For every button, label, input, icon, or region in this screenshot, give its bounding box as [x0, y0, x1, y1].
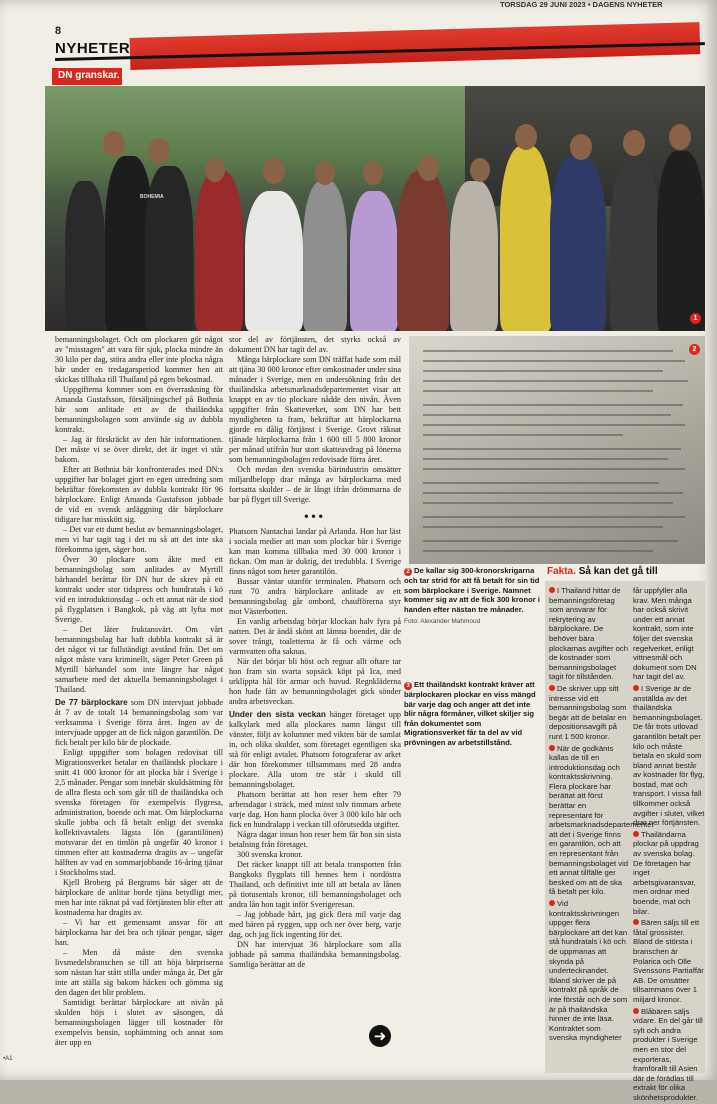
continue-arrow-icon: ➜: [369, 1025, 391, 1047]
kicker-tag: DN granskar.: [52, 68, 122, 85]
fact-item: Bären säljs till ett fåtal grossister. Bland de största i branschen är Polarica och Olle Svenssons Partiaffär AB. De omsätter tillsammans över 1 miljard kronor.: [633, 918, 704, 1004]
fact-box-title: Fakta. Så kan det gå till: [547, 566, 658, 577]
caption-3: [404, 680, 542, 748]
bullet-icon: [633, 919, 639, 925]
page-footer: •A1: [3, 1056, 13, 1062]
fact-item: Thailändarna plockar på uppdrag av svenska bolag. De företagen har inget arbetsgivaransvar, men ordnar med boende, mat och bilar.: [633, 829, 699, 916]
page-number: 8: [55, 25, 62, 37]
caption-text: Ett thailändskt kontrakt kräver att bärplockaren plockar en viss mängd bär varje dag och anger att det inte blir några förmåner, vilket skiljer sig från dokumentet som Migrationsverket får ta del av vid prövningen av arbetstillstånd.: [404, 680, 536, 747]
fact-item: Vid kontraktsskrivningen uppger flera bärplockare att det kan stå hundratals i kö och de uppmanas att skynda på undertecknandet. Ibland skriver de på kontrakt på språk de inte förstår och de som är på thailändska hinner de inte läsa. Kontraktet som svenska myndigheter: [549, 899, 628, 1043]
paragraph: 300 svenska kronor.: [237, 850, 303, 859]
paragraph: En vanlig arbetsdag börjar klockan halv fyra på natten. Det är ändå skönt att lämna boendet, där de sover trångt, toaletterna är få och värme och varmvatten ofta saknas.: [229, 617, 401, 656]
subheading: De 77 bärplockare: [55, 698, 128, 707]
paragraph: – Det var ett dumt beslut av bemanningsbolaget, men vi har tagit tag i det nu så att det inte ska förekomma igen, säger hon.: [55, 525, 223, 554]
bullet-icon: [549, 587, 555, 593]
shirt-text: BOHEMIA: [140, 194, 164, 200]
bullet-icon: [549, 900, 555, 906]
fact-item: I Sverige är de anställda av det thailändska bemanningsbolaget. De får trots utlovad garantilön betalt per kilo och måste betala en skuld som bland annat består av kostnader för flyg, bostad, mat och transport. I vissa fall tillkommer också avgifter i slutet, vilket drar ner förtjänsten.: [633, 683, 705, 828]
paragraph: Det räcker knappt till att betala transporten från Bangkoks flygplats till hennes hem i nordöstra Thailand, och definitivt inte till att betala av lånen på tiotusentals kronor, till bemanningsbolaget och andra lån hon tagit inför Sverigeresan.: [229, 860, 401, 909]
doc-badge: 2: [689, 344, 700, 355]
paragraph: – Vi har ett gemensamt ansvar för att bärplockarna har det bra och tjänar pengar, säger han.: [55, 918, 223, 947]
paragraph: Enligt uppgifter som bolagen redovisat till Migrationsverket betalar en thailändsk plockare i snitt 41 000 kronor för att plocka bär i Sverige i 2,5 månader. Pengar som innebär skuldsättning för de allra flesta och som går till de thailändska och svenska företagen för exempelvis flygresa, administration, boende och mat. Om bärplockarna skulle jobba och få betalt enligt det svenska kollektivavtalets lägsta lön (garantilönen) motsvarar det en timlön på ungefär 40 kronor i timmen efter att kostnaderna dragits av – ungefär hälften av vad en sommarjobbande 16-åring tjänar i Stockholms stad.: [55, 748, 223, 877]
subheading: Under den sista veckan: [229, 710, 326, 719]
bullet-icon: [549, 685, 555, 691]
paragraph: Phatsorn Nantachai landar på Arlanda. Hon har läst i sociala medier att man som plockar bär i Sverige kan man komma tillbaka med 30 000 kronor i fickan. Om man är duktig, det tredubbla. I Sverige finns något som heter garantilön.: [229, 527, 401, 576]
paragraph: Bussar väntar utanför terminalen. Phatsorn och runt 70 andra bärplockare anlitade av ett bemanningsbolag går ombord, chaufförerna styr mot Västerbotten.: [229, 577, 401, 616]
fact-column-a: [549, 586, 654, 1045]
paragraph: hänger företaget upp kalkylark med alla plockares namn längst till vänster, följt av kolumner med vikten bär de samlat in, och olika skulder, som företaget egentligen ska stå för enligt avtalet. Phatsorn fotograferar av arket där hon förekommer tillsammans med 28 andra plockare. Alla utom tre står i skuld till bemanningsbolaget.: [229, 710, 402, 789]
photo-credit: Foto: Alexander Mahmoud: [404, 618, 481, 626]
fact-item: I Thailand hittar de bemanningsföretag som ansvarar för rekrytering av bärplockare. De behöver bära plockarnas avgifter och de kostnader som bemanningsbolaget tagit för tillstånden.: [549, 586, 629, 682]
paragraph: som DN intervjuat jobbade åt 7 av de totalt 14 bemanningsbolag som var verksamma i Sverige förra året. Ingen av de intervjuade uppger att de fick någon garantilön. De fick betalt per kilo bär de plockade.: [55, 698, 223, 747]
paragraph: När det börjar bli höst och regnar allt oftare tar hon fram sin svarta sopsäck köpt på Ica, med urklippta hål för armar och huvud. Regnkläderna hon hade fått av bemanningsbolaget gick sönder andra arbetsveckan.: [229, 657, 401, 706]
paragraph: Efter att Bothnia bär konfronterades med DN:s uppgifter har bolaget gjort en egen utredning som bekräftar förekomsten av dubbla kontrakt för 96 bärplockare. Enligt Amanda Gustafsson jobbade de vid en svensk anläggning där bärplockare tidigare har misskött sig.: [55, 465, 223, 524]
bullet-icon: [633, 831, 639, 837]
fact-item: Blåbären säljs vidare. En del går till sylt och andra produkter i Sverige men en stor del exporteras, framförallt till Asien där de förädlas till extrakt för olika skönhetsprodukter.: [633, 1006, 703, 1102]
bullet-icon: [633, 685, 639, 691]
paragraph: Över 30 plockare som åkte med ett bemanningsbolag som anlitades av Myrtill bärhandel berättar för DN hur de skrev på ett kontrakt under stor tidspress och hundratals i kö vid en introduktionsdag – och ett annat när de stod på flygplatsen i Bangkok, på väg att lyfta mot Sverige.: [55, 555, 223, 624]
bullet-icon: [549, 745, 555, 751]
caption-number: 3: [404, 682, 412, 690]
fact-item: När de godkänts kallas de till en introduktionsdag och kontraktsskrivning. Flera plockare har berättat att först berättar en representant för arbetsmarknadsdepartementet att det i Sverige finns en garantilön, och att en representant från bemanningsbolaget vid ett annat tillfälle ger besked om att de ska få betalt per kilo.: [549, 743, 654, 897]
column-1: [55, 335, 223, 1048]
section-title: NYHETER: [55, 40, 131, 57]
group-photo: [45, 86, 705, 331]
date-line: TORSDAG 29 JUNI 2023 • DAGENS NYHETER: [500, 0, 663, 9]
paragraph: stor del av förtjänsten, det styrks också av dokument DN har tagit del av.: [229, 335, 401, 354]
paragraph: Några dagar innan hon reser hem får hon sin sista betalning från företaget.: [229, 830, 401, 849]
photo-badge: 1: [690, 313, 701, 324]
paragraph: – Men då måste den svenska livsmedelsbranschen se till att höja bärpriserna som nästan har stått stilla under många år. Det går inte att ställa sig bakom häcken och gömma sig den dagen det blir problem.: [55, 948, 223, 997]
paragraph: – Det låter fruktansvärt. Om vårt bemanningsbolag har haft dubbla kontrakt så är det något vi tar fullständigt avstånd från. Det om något måste vara kriminellt, säger Peter Green på Myrtill bärhandel som inte längre har något samarbete med det aktuella bemanningsbolaget i Thailand.: [55, 625, 223, 694]
paragraph: Phatsorn berättar att hon reser hem efter 79 arbetsdagar i sträck, med minst tolv timmars arbete varje dag. Hon hann plocka över 3 000 kilo bär och fick en hundralapp i veckan till oförutsedda utgifter.: [229, 790, 401, 829]
section-break: •••: [304, 509, 326, 523]
paragraph: Uppgifterna kommer som en överraskning för Amanda Gustafsson, försäljningschef på Bothnia bär som anlitade ett av de thailändska bemanningsbolagen som använde sig av dubbla kontrakt.: [55, 385, 223, 434]
paragraph: DN har intervjuat 36 bärplockare som alla jobbade på samma thailändska bemanningsbolag. Samtliga berättar att de: [229, 940, 401, 969]
paragraph: Kjell Broberg på Bergrams bär säger att de bärplockare de anlitar borde tjäna betydligt mer, men har inte räknat på vad förtjänsten blir efter att kostnaderna har dragits av.: [55, 878, 223, 917]
bullet-icon: [633, 1008, 639, 1014]
paragraph: Samtidigt berättar bärplockare att nivån på skulden höjs i slutet av säsongen, då bemanningsbolagen lägger till kostnader för exempelvis bensin, sophämtning och annat som äter upp en: [55, 998, 223, 1047]
caption-number: 2: [404, 568, 412, 576]
paragraph: Och medan den svenska bärindustrin omsätter miljardbelopp drar många av bärplockarna med fortsatta skulder – de är långt ifrån drömmarna de bar på flyget till Sverige.: [229, 465, 401, 504]
paragraph: – Jag är förskräckt av den här informationen. Det måste vi se över direkt, det är inget vi står bakom.: [55, 435, 223, 464]
paragraph: bemanningsbolaget. Och om plockaren gör något av "misstagen" att vara för sjuk, plocka mindre än 30 kilo per dag, störa andra eller inte plocka några bär under en tredagarsperiod kommer hen att skickas tillbaka till Thailand på egen bekostnad.: [55, 335, 223, 384]
paragraph: Många bärplockare som DN träffat hade som mål att tjäna 30 000 kronor efter omkostnader under sina månader i Sverige, men en undersökning från det thailändska arbetsmarknadsdepartementet visar att knappt en av tio plockare nådde den nivån. Även uppgifter från Skatteverket, som DN har bett myndigheten ta fram, bekräftar att bärplockarna gjorde en dålig förtjänst i Sverige. Grovt räknat tjänade bärplockarna från 1 600 till 5 800 kronor per månad utifrån hur stort skatteavdrag på lönerna som bemanningsbolagen redovisade förra året.: [229, 355, 401, 464]
caption-text: De kallar sig 300-kronorskrigarna och tar strid för att få betalt för sin tid som bärplockare i Sverige. Namnet kommer sig av att de fick 300 kronor i handen efter nästan tre månader.: [404, 566, 540, 614]
column-2: [229, 335, 401, 970]
contract-document-photo: [409, 336, 705, 564]
fact-item: De skriver upp sitt intresse vid ett bemanningsbolag som begär att de betalar en depositionsavgift på runt 1 500 kronor.: [549, 683, 627, 741]
fact-item: får uppfyller alla krav. Men många har också skrivit under ett annat kontrakt, som inte följer det svenska regelverket, enligt vittnesmål och dokument som DN har tagit del av.: [633, 586, 697, 682]
caption-2: [404, 566, 542, 627]
fact-column-b: [633, 586, 705, 1104]
paragraph: – Jag jobbade hårt, jag gick flera mil varje dag med bären på ryggen, upp och ner över berg, varje dag, och jag fick ingenting för det.: [229, 910, 401, 939]
